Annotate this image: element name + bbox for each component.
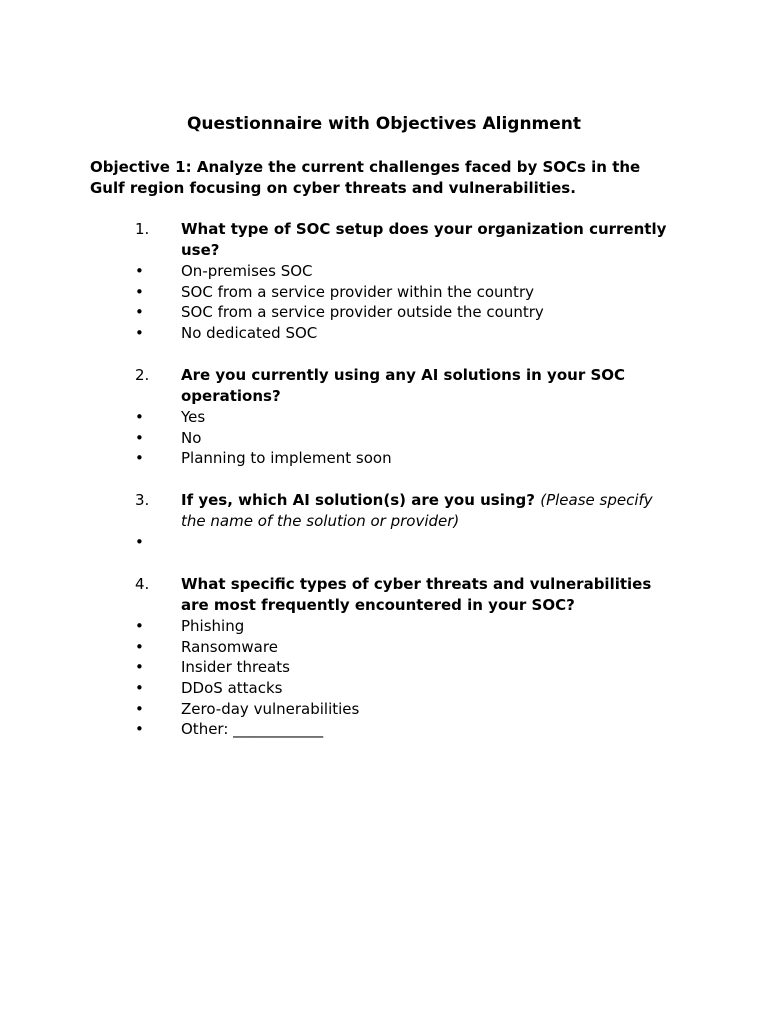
bullet: • <box>135 282 144 301</box>
list-item <box>0 323 768 344</box>
list-item <box>0 302 768 323</box>
list-item <box>0 678 768 699</box>
bullet: • <box>135 658 144 677</box>
bullet: • <box>135 303 144 322</box>
question-number: 3. <box>135 491 150 509</box>
question-number: 1. <box>135 220 150 238</box>
question-number: 4. <box>135 575 150 593</box>
option-label: Planning to implement soon <box>181 449 392 468</box>
question-1 <box>0 219 768 344</box>
list-item <box>0 261 768 282</box>
bullet: • <box>135 408 144 426</box>
document-title: Questionnaire with Objectives Alignment <box>186 114 582 134</box>
bullet: • <box>135 449 144 468</box>
list-item <box>0 282 768 303</box>
objective-heading: Objective 1: Analyze the current challenges faced by SOCs in the Gulf region focusing on cyber threats and vulnerabilities. <box>90 158 641 197</box>
question-text <box>181 490 671 532</box>
option-label: Phishing <box>181 617 245 635</box>
question-number: 2. <box>135 366 150 384</box>
list-item <box>0 637 768 658</box>
question-text: What type of SOC setup does your organization currently use? <box>181 220 667 259</box>
list-item <box>0 657 768 678</box>
list-item <box>0 699 768 720</box>
option-label: Zero-day vulnerabilities <box>181 699 360 718</box>
bullet: • <box>135 428 144 447</box>
option-label: DDoS attacks <box>181 679 283 698</box>
question-2 <box>0 365 768 469</box>
question-text-main: If yes, which AI solution(s) are you using? <box>181 491 535 509</box>
option-label: On-premises SOC <box>181 262 313 280</box>
bullet: • <box>135 699 144 718</box>
bullet: • <box>135 324 144 343</box>
bullet: • <box>135 679 144 698</box>
list-item <box>0 448 768 469</box>
bullet: • <box>135 720 144 739</box>
option-label: No dedicated SOC <box>181 324 318 343</box>
list-item <box>0 407 768 428</box>
list-item <box>0 428 768 449</box>
option-label: SOC from a service provider within the country <box>181 282 534 301</box>
option-label: Yes <box>181 408 206 426</box>
option-label: No <box>181 428 202 447</box>
bullet: • <box>135 533 144 551</box>
option-label: Insider threats <box>181 658 290 677</box>
question-text: What specific types of cyber threats and vulnerabilities are most frequently encountered in your SOC? <box>181 575 652 614</box>
question-hint: (Please specify the name of the solution or provider) <box>181 491 653 530</box>
list-item <box>0 719 768 740</box>
option-label: SOC from a service provider outside the country <box>181 303 544 322</box>
question-text: Are you currently using any AI solutions in your SOC operations? <box>181 366 626 405</box>
option-label: Ransomware <box>181 637 278 656</box>
question-4 <box>0 574 768 740</box>
list-item <box>0 532 768 553</box>
bullet: • <box>135 637 144 656</box>
bullet: • <box>135 617 144 635</box>
bullet: • <box>135 262 144 280</box>
question-3 <box>0 490 768 553</box>
list-item <box>0 616 768 637</box>
option-label: Other: ____________ <box>181 720 324 739</box>
